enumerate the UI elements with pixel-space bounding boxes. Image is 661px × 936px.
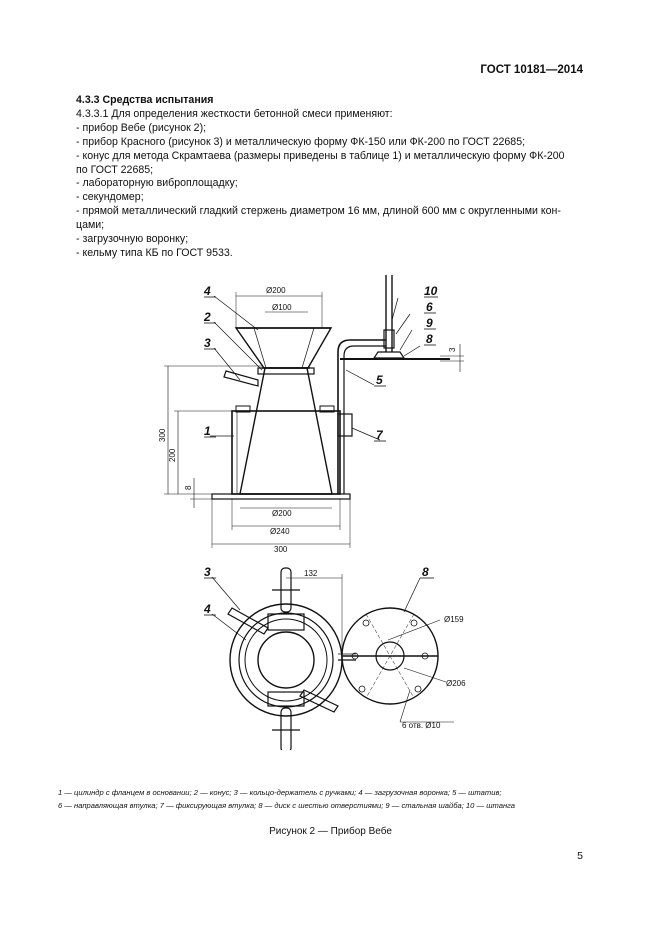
dim-h200: 200 <box>168 448 177 462</box>
text-line: - кельму типа КБ по ГОСТ 9533. <box>76 246 233 259</box>
vebe-apparatus-figure <box>0 270 661 750</box>
dim-d159: Ø159 <box>444 615 464 624</box>
section-text <box>76 94 581 261</box>
label-8-plan: 8 <box>422 565 429 579</box>
dim-d200-bottom: Ø200 <box>272 509 292 518</box>
label-3-plan: 3 <box>204 565 211 579</box>
text-line: - прибор Вебе (рисунок 2); <box>76 121 207 134</box>
text-line: - прибор Красного (рисунок 3) и металлическую форму ФК-150 или ФК-200 по ГОСТ 22685; <box>76 135 526 148</box>
dim-d200-top: Ø200 <box>266 286 286 295</box>
page-number: 5 <box>577 850 583 862</box>
label-5: 5 <box>376 373 383 387</box>
text-line: - секундомер; <box>76 191 144 204</box>
label-8: 8 <box>426 332 433 346</box>
figure-caption: Рисунок 2 — Прибор Вебе <box>269 826 392 837</box>
dim-d240: Ø240 <box>270 527 290 536</box>
label-4-plan: 4 <box>204 602 211 616</box>
text-line: - прямой металлический гладкий стержень диаметром 16 мм, длиной 600 мм с округленными кон- <box>76 205 561 218</box>
label-9: 9 <box>426 316 433 330</box>
text-line: - конус для метода Скрамтаева (размеры приведены в таблице 1) и металлическую форму ФК-200 <box>76 149 565 162</box>
dim-d206: Ø206 <box>446 679 466 688</box>
legend-line: 1 — цилиндр с фланцем в основании; 2 — конус; 3 — кольцо-держатель с ручками; 4 — загрузочная воронка; 5 — штатив; <box>58 788 502 797</box>
dim-h300: 300 <box>158 428 167 442</box>
label-1: 1 <box>204 424 211 438</box>
dim-holes: 6 отв. Ø10 <box>402 721 441 730</box>
text-line: - лабораторную виброплощадку; <box>76 177 238 190</box>
text-line: по ГОСТ 22685; <box>76 163 154 176</box>
label-3: 3 <box>204 336 211 350</box>
dim-3: 3 <box>448 347 457 352</box>
label-7: 7 <box>376 428 383 442</box>
figure-legend <box>58 786 618 812</box>
dim-w300: 300 <box>274 545 288 554</box>
section-heading: 4.3.3 Средства испытания <box>76 94 214 106</box>
label-2: 2 <box>204 310 211 324</box>
text-line: 4.3.3.1 Для определения жесткости бетонной смеси применяют: <box>76 107 393 120</box>
label-6: 6 <box>426 300 433 314</box>
legend-line: 6 — направляющая втулка; 7 — фиксирующая втулка; 8 — диск с шестью отверстиями; 9 — стальная шайба; 10 — штанга <box>58 801 516 810</box>
label-4: 4 <box>204 284 211 298</box>
text-line: - загрузочную воронку; <box>76 233 189 246</box>
standard-header: ГОСТ 10181—2014 <box>480 64 583 76</box>
dim-h8: 8 <box>184 485 193 490</box>
text-line: цами; <box>76 219 105 232</box>
dim-132: 132 <box>304 569 318 578</box>
label-10: 10 <box>424 284 438 298</box>
dim-d100: Ø100 <box>272 303 292 312</box>
